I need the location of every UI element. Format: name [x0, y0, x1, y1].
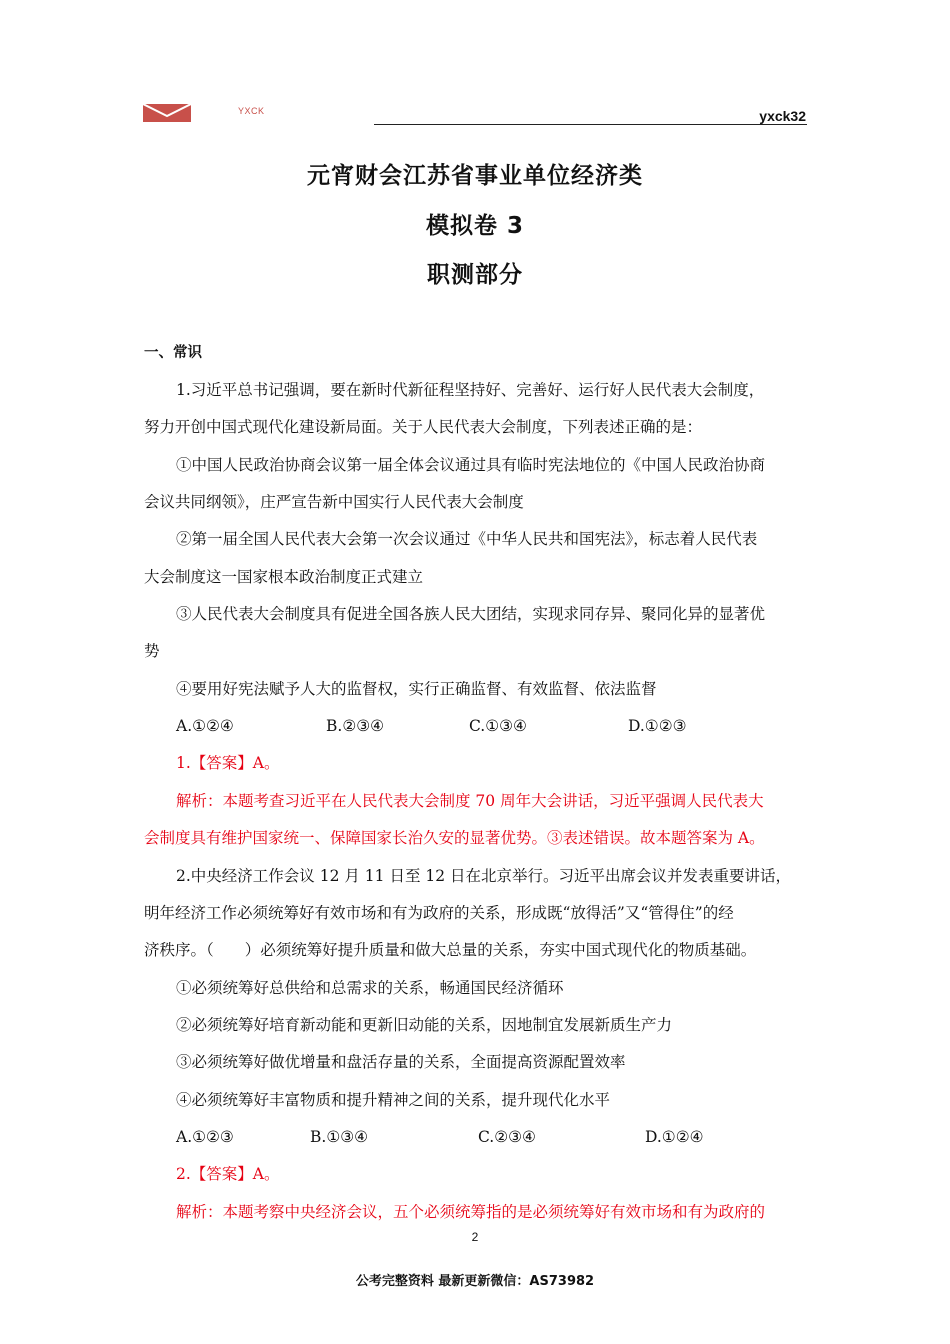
q1-statement-2-cont: 大会制度这一国家根本政治制度正式建立 [144, 568, 424, 586]
section-heading: 一、常识 [144, 345, 202, 361]
logo-envelope-icon [143, 104, 191, 122]
q2-statement-4: ④必须统筹好丰富物质和提升精神之间的关系，提升现代化水平 [176, 1091, 611, 1109]
q2-stem-cont: 明年经济工作必须统筹好有效市场和有为政府的关系，形成既“放得活”又“管得住”的经 [144, 904, 734, 922]
doc-title: 元宵财会江苏省事业单位经济类 [307, 163, 643, 189]
footer-note: 公考完整资料 最新更新微信：AS73982 [355, 1274, 595, 1289]
doc-subtitle: 模拟卷 3 [425, 213, 524, 239]
header-divider [374, 124, 807, 125]
logo-text: YXCK [238, 106, 265, 116]
q1-analysis: 解析：本题考查习近平在人民代表大会制度 70 周年大会讲话，习近平强调人民代表大 [176, 792, 764, 810]
q1-stem: 1.习近平总书记强调，要在新时代新征程坚持好、完善好、运行好人民代表大会制度， [176, 381, 765, 399]
header-code: yxck32 [759, 108, 806, 124]
q1-option-b: B.②③④ [326, 717, 385, 735]
q2-option-d: D.①②④ [645, 1128, 704, 1146]
q2-answer: 2.【答案】A。 [176, 1165, 280, 1183]
page-number: 2 [471, 1230, 479, 1244]
q2-stem-cont-2: 济秩序。（ ）必须统筹好提升质量和做大总量的关系，夯实中国式现代化的物质基础。 [144, 941, 757, 959]
doc-part-title: 职测部分 [427, 262, 523, 288]
q2-statement-2: ②必须统筹好培育新动能和更新旧动能的关系，因地制宜发展新质生产力 [176, 1016, 673, 1034]
q1-statement-1: ①中国人民政治协商会议第一届全体会议通过具有临时宪法地位的《中国人民政治协商 [176, 456, 766, 474]
q2-analysis: 解析：本题考察中央经济会议，五个必须统筹指的是必须统筹好有效市场和有为政府的 [176, 1203, 766, 1221]
q1-statement-1-cont: 会议共同纲领》，庄严宣告新中国实行人民代表大会制度 [144, 493, 524, 511]
q1-option-d: D.①②③ [628, 717, 687, 735]
q2-option-a: A.①②③ [176, 1128, 234, 1146]
q1-analysis-cont: 会制度具有维护国家统一、保障国家长治久安的显著优势。③表述错误。故本题答案为 A。 [144, 829, 765, 847]
q2-stem: 2.中央经济工作会议 12 月 11 日至 12 日在北京举行。习近平出席会议并发表重要讲话， [176, 867, 792, 885]
q2-option-c: C.②③④ [478, 1128, 536, 1146]
q1-statement-3: ③人民代表大会制度具有促进全国各族人民大团结，实现求同存异、聚同化异的显著优 [176, 605, 766, 623]
q2-statement-3: ③必须统筹好做优增量和盘活存量的关系，全面提高资源配置效率 [176, 1053, 626, 1071]
q1-answer: 1.【答案】A。 [176, 754, 280, 772]
q1-option-c: C.①③④ [469, 717, 527, 735]
q1-statement-4: ④要用好宪法赋予人大的监督权，实行正确监督、有效监督、依法监督 [176, 680, 657, 698]
q1-option-a: A.①②④ [176, 717, 234, 735]
q1-statement-2: ②第一届全国人民代表大会第一次会议通过《中华人民共和国宪法》，标志着人民代表 [176, 530, 758, 548]
q1-statement-3-cont: 势 [144, 642, 160, 660]
q2-option-b: B.①③④ [310, 1128, 369, 1146]
q1-stem-cont: 努力开创中国式现代化建设新局面。关于人民代表大会制度，下列表述正确的是： [144, 418, 703, 436]
q2-statement-1: ①必须统筹好总供给和总需求的关系，畅通国民经济循环 [176, 979, 564, 997]
